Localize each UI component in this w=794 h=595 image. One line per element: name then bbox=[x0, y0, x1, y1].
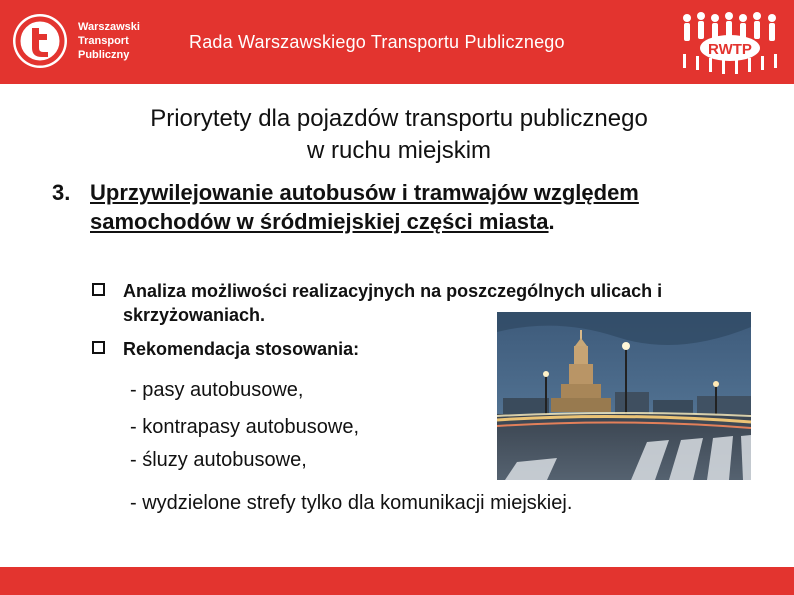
slide-title-line: Priorytety dla pojazdów transportu publicznego bbox=[150, 105, 648, 132]
point-text-underlined: Uprzywilejowanie autobusów i tramwajów względem samochodów w śródmiejskiej części miasta bbox=[90, 180, 639, 234]
sub-item: - śluzy autobusowe, bbox=[130, 449, 307, 471]
bullet-text: Analiza możliwości realizacyjnych na poszczególnych ulicach i skrzyżowaniach. bbox=[123, 281, 663, 325]
sub-item: - wydzielone strefy tylko dla komunikacji miejskiej. bbox=[130, 492, 573, 514]
city-night-photo bbox=[497, 312, 751, 480]
slide-title-line: w ruchu miejskim bbox=[306, 137, 492, 164]
sub-item: - kontrapasy autobusowe, bbox=[130, 416, 360, 438]
footer-bar bbox=[0, 567, 794, 595]
header-title: Rada Warszawskiego Transportu Publicznego bbox=[189, 32, 565, 52]
logo-line: Transport bbox=[78, 35, 129, 47]
header-bar bbox=[0, 0, 794, 84]
t-letter-logo-icon bbox=[13, 14, 67, 68]
slide-title bbox=[60, 103, 738, 167]
logo-line: Publiczny bbox=[78, 49, 130, 61]
bullet-text: Rekomendacja stosowania: bbox=[123, 339, 360, 359]
point-suffix: . bbox=[548, 209, 555, 234]
people-group-logo-icon bbox=[678, 10, 782, 76]
checkbox-bullet-icon bbox=[92, 283, 105, 296]
rwtp-badge-text: RWTP bbox=[708, 41, 752, 58]
point-number: 3. bbox=[52, 180, 71, 205]
point-text bbox=[90, 178, 700, 236]
sub-item: - pasy autobusowe, bbox=[130, 379, 304, 401]
logo-line: Warszawski bbox=[78, 21, 140, 33]
logo-wordmark bbox=[78, 20, 140, 62]
checkbox-bullet-icon bbox=[92, 341, 105, 354]
